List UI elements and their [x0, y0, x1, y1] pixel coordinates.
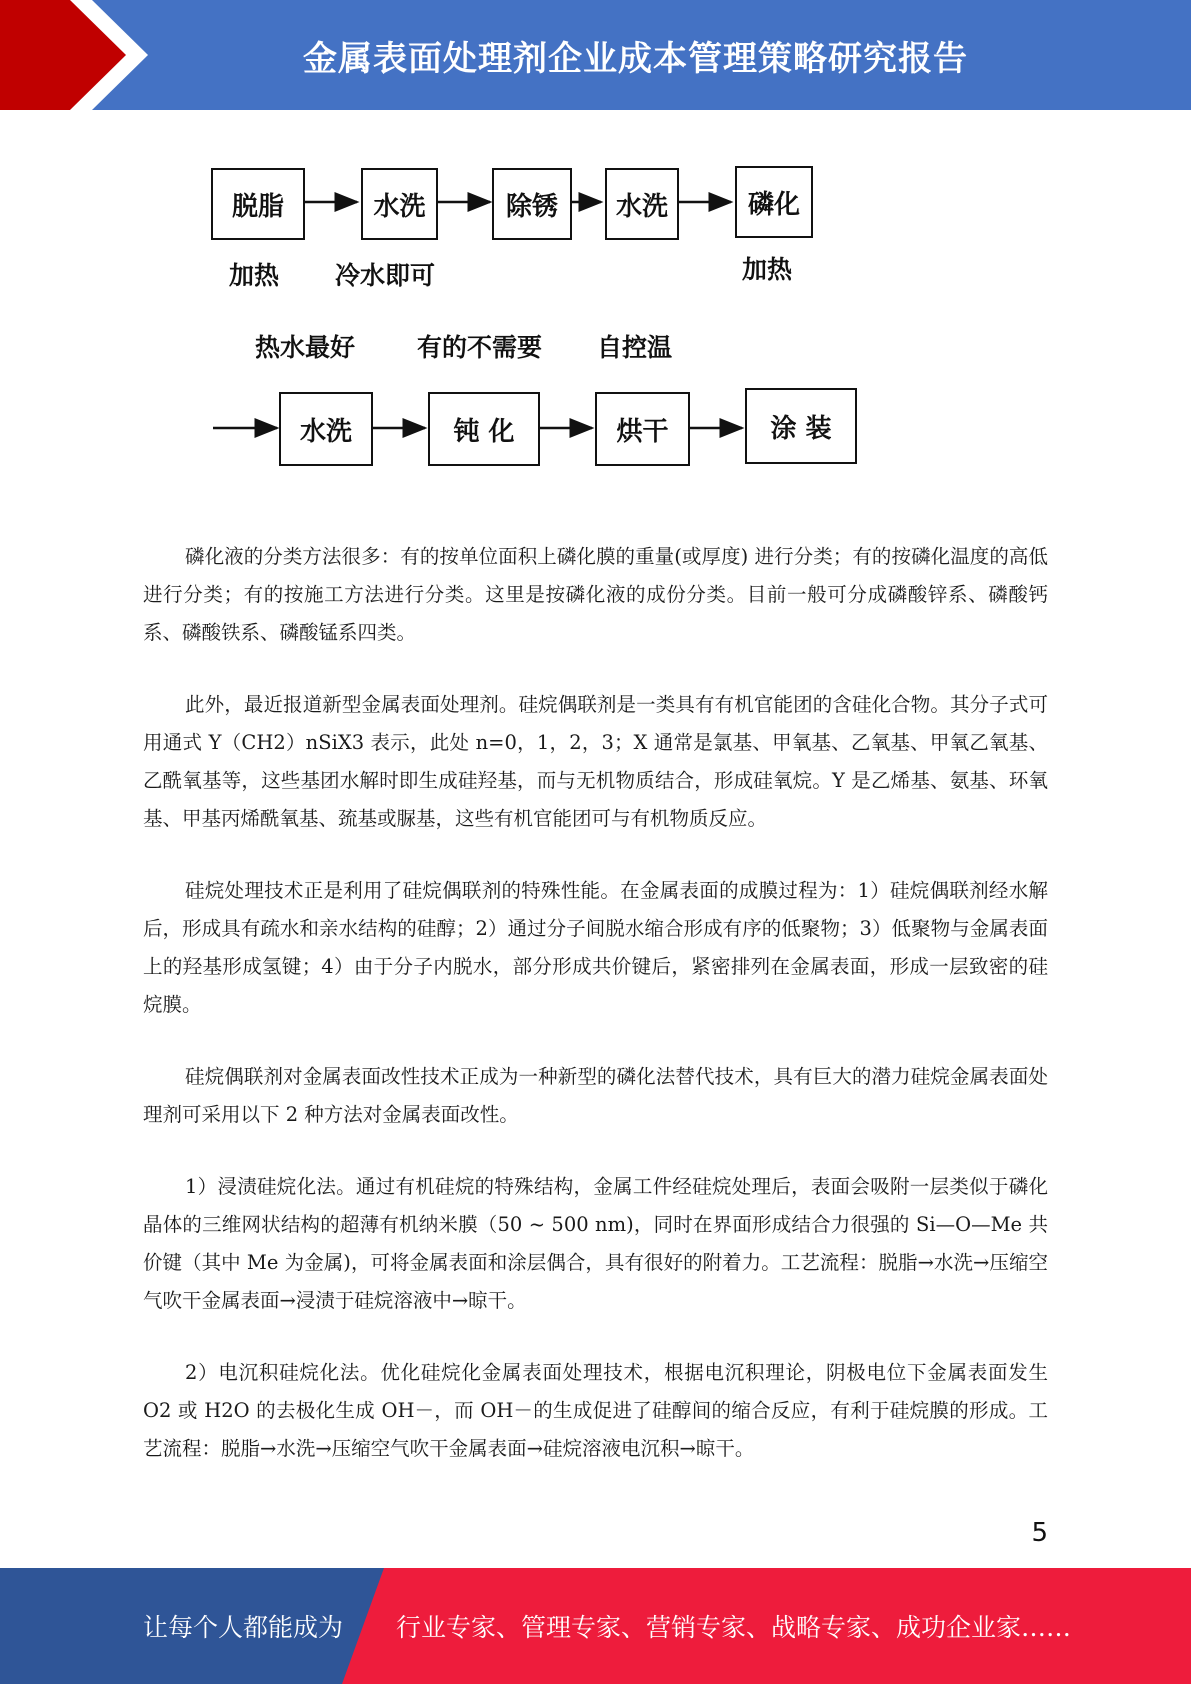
step-rinse-2: 水洗	[605, 168, 679, 240]
step-degrease: 脱脂	[211, 168, 305, 240]
note-heat-1: 加热	[229, 261, 280, 290]
footer-bar	[0, 1568, 1191, 1684]
footer-slogan-left: 让每个人都能成为	[143, 1613, 344, 1642]
process-flowchart	[205, 160, 875, 480]
step-passivate: 钝 化	[428, 392, 540, 466]
header-bar	[0, 0, 1191, 110]
note-heat-2: 加热	[742, 255, 793, 284]
note-hot-water: 热水最好	[255, 333, 356, 362]
note-cold-water: 冷水即可	[335, 261, 436, 290]
step-phosphate: 磷化	[735, 166, 813, 238]
note-self-temp: 自控温	[597, 333, 673, 362]
footer-slogan-right: 行业专家、管理专家、营销专家、战略专家、成功企业家……	[396, 1613, 1072, 1642]
step-dry: 烘干	[595, 392, 690, 466]
step-paint: 涂 装	[745, 388, 857, 464]
paragraph-electrodeposition-method: 2）电沉积硅烷化法。优化硅烷化金属表面处理技术，根据电沉积理论，阴极电位下金属表面发生 O2 或 H2O 的去极化生成 OH－，而 OH－的生成促进了硅醇间的缩合反应，有利于硅烷膜的形成。工艺流程：脱脂→水洗→压缩空气吹干金属表面→硅烷溶液电沉积→晾干。	[143, 1361, 1048, 1460]
paragraph-phosphating-classification: 磷化液的分类方法很多：有的按单位面积上磷化膜的重量(或厚度) 进行分类；有的按磷化温度的高低进行分类；有的按施工方法进行分类。这里是按磷化液的成份分类。目前一般可分成磷酸锌系、磷酸钙系、磷酸铁系、磷酸锰系四类。	[143, 545, 1048, 644]
step-derust: 除锈	[492, 168, 572, 240]
step-rinse-1: 水洗	[361, 168, 438, 240]
step-rinse-3: 水洗	[279, 392, 373, 466]
page-number: 5	[1031, 1518, 1048, 1548]
paragraph-alternative-technology: 硅烷偶联剂对金属表面改性技术正成为一种新型的磷化法替代技术，具有巨大的潜力硅烷金属表面处理剂可采用以下 2 种方法对金属表面改性。	[143, 1065, 1048, 1126]
header-chevron-icon	[0, 0, 150, 110]
paragraph-immersion-method: 1）浸渍硅烷化法。通过有机硅烷的特殊结构，金属工件经硅烷处理后，表面会吸附一层类似于磷化晶体的三维网状结构的超薄有机纳米膜（50 ~ 500 nm)，同时在界面形成结合力很强的 Si—O—Me 共价键（其中 Me 为金属)，可将金属表面和涂层偶合，具有很好的附着力。工艺流程：脱脂→水洗→压缩空气吹干金属表面→浸渍于硅烷溶液中→晾干。	[143, 1175, 1048, 1312]
paragraph-silane-coupling-agent: 此外，最近报道新型金属表面处理剂。硅烷偶联剂是一类具有有机官能团的含硅化合物。其分子式可用通式 Y（CH2）nSiX3 表示，此处 n=0，1，2，3；X 通常是氯基、甲氧基、乙氧基、甲氧乙氧基、乙酰氧基等，这些基团水解时即生成硅羟基，而与无机物质结合，形成硅氧烷。Y 是乙烯基、氨基、环氧基、甲基丙烯酰氧基、巯基或脲基，这些有机官能团可与有机物质反应。	[143, 693, 1048, 830]
body-text	[143, 538, 1048, 1502]
note-optional: 有的不需要	[417, 333, 543, 362]
paragraph-film-formation: 硅烷处理技术正是利用了硅烷偶联剂的特殊性能。在金属表面的成膜过程为：1）硅烷偶联剂经水解后，形成具有疏水和亲水结构的硅醇；2）通过分子间脱水缩合形成有序的低聚物；3）低聚物与金属表面上的羟基形成氢键；4）由于分子内脱水，部分形成共价键后，紧密排列在金属表面，形成一层致密的硅烷膜。	[143, 879, 1048, 1016]
document-title: 金属表面处理剂企业成本管理策略研究报告	[303, 38, 968, 79]
